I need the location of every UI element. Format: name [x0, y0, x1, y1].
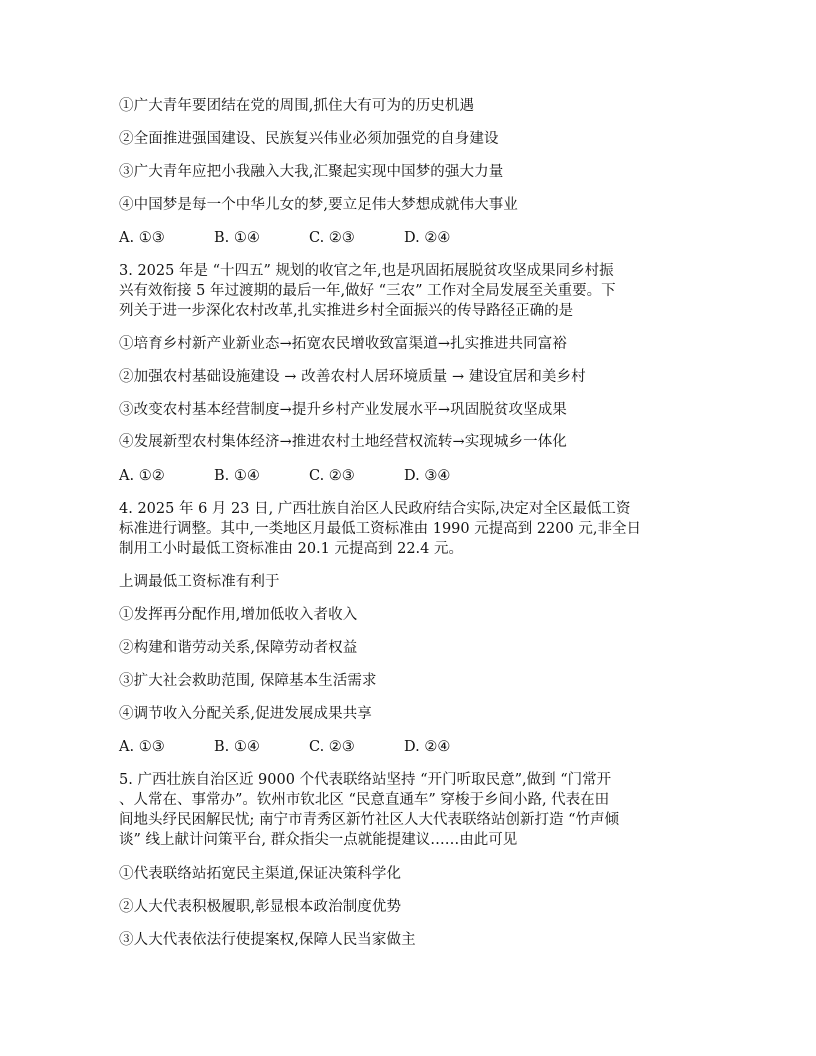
q3-item-3: ③改变农村基本经营制度→提升乡村产业发展水平→巩固脱贫攻坚成果: [119, 402, 567, 418]
q2-option-c: C. ②③: [309, 230, 355, 246]
q2-item-3: ③广大青年应把小我融入大我,汇聚起实现中国梦的强大力量: [119, 164, 504, 180]
q5-stem: [119, 770, 699, 850]
q2-item-4: ④中国梦是每一个中华儿女的梦,要立足伟大梦想成就伟大事业: [119, 197, 518, 213]
q5-item-3: ③人大代表依法行使提案权,保障人民当家做主: [119, 932, 416, 948]
q4-option-c: C. ②③: [309, 739, 355, 755]
q3-stem-line-3: 列关于进一步深化农村改革,扎实推进乡村全面振兴的传导路径正确的是: [119, 303, 574, 319]
q3-stem: [119, 261, 699, 321]
q3-option-c: C. ②③: [309, 468, 355, 484]
q4-item-2: ②构建和谐劳动关系,保障劳动者权益: [119, 640, 358, 656]
q3-stem-line-1: 3. 2025 年是 “十四五” 规划的收官之年,也是巩固拓展脱贫攻坚成果同乡村振: [119, 263, 614, 279]
q4-option-a: A. ①③: [119, 739, 165, 755]
q2-options: [119, 228, 499, 248]
q3-item-2: ②加强农村基础设施建设 → 改善农村人居环境质量 → 建设宜居和美乡村: [119, 369, 586, 385]
q2-item-1: ①广大青年要团结在党的周围,抓住大有可为的历史机遇: [119, 98, 475, 114]
q3-options: [119, 466, 499, 486]
q4-stem-line-2: 标准进行调整。其中,一类地区月最低工资标准由 1990 元提高到 2200 元,非全日: [119, 521, 641, 537]
q5-stem-line-1: 5. 广西壮族自治区近 9000 个代表联络站坚持 “开门听取民意”,做到 “门常开: [119, 772, 612, 788]
q2-option-b: B. ①④: [214, 230, 260, 246]
q4-stem-line-1: 4. 2025 年 6 月 23 日, 广西壮族自治区人民政府结合实际,决定对全区最低工资: [119, 501, 631, 517]
q3-option-d: D. ③④: [404, 468, 451, 484]
q3-option-a: A. ①②: [119, 468, 165, 484]
q5-item-1: ①代表联络站拓宽民主渠道,保证决策科学化: [119, 866, 402, 882]
q5-stem-line-3: 间地头纾民困解民忧; 南宁市青秀区新竹社区人大代表联络站创新打造 “竹声倾: [119, 812, 620, 828]
q5-stem-line-2: 、人常在、事常办”。钦州市钦北区 “民意直通车” 穿梭于乡间小路, 代表在田: [119, 792, 610, 808]
q2-option-a: A. ①③: [119, 230, 165, 246]
q4-option-d: D. ②④: [404, 739, 451, 755]
q3-item-1: ①培育乡村新产业新业态→拓宽农民增收致富渠道→扎实推进共同富裕: [119, 336, 567, 352]
q3-item-4: ④发展新型农村集体经济→推进农村土地经营权流转→实现城乡一体化: [119, 434, 567, 450]
q4-options: [119, 737, 499, 757]
q4-item-3: ③扩大社会救助范围, 保障基本生活需求: [119, 673, 377, 689]
q3-option-b: B. ①④: [214, 468, 260, 484]
q5-stem-line-4: 谈” 线上献计问策平台, 群众指尖一点就能提建议……由此可见: [119, 832, 518, 848]
q4-stem: [119, 499, 699, 559]
q4-lead: 上调最低工资标准有利于: [119, 574, 280, 590]
q4-item-1: ①发挥再分配作用,增加低收入者收入: [119, 607, 358, 623]
q3-stem-line-2: 兴有效衔接 5 年过渡期的最后一年,做好 “三农” 工作对全局发展至关重要。下: [119, 283, 616, 299]
q2-option-d: D. ②④: [404, 230, 451, 246]
q4-stem-line-3: 制用工小时最低工资标准由 20.1 元提高到 22.4 元。: [119, 541, 464, 557]
q4-option-b: B. ①④: [214, 739, 260, 755]
q4-item-4: ④调节收入分配关系,促进发展成果共享: [119, 706, 372, 722]
q2-item-2: ②全面推进强国建设、民族复兴伟业必须加强党的自身建设: [119, 131, 499, 147]
q5-item-2: ②人大代表积极履职,彰显根本政治制度优势: [119, 899, 402, 915]
